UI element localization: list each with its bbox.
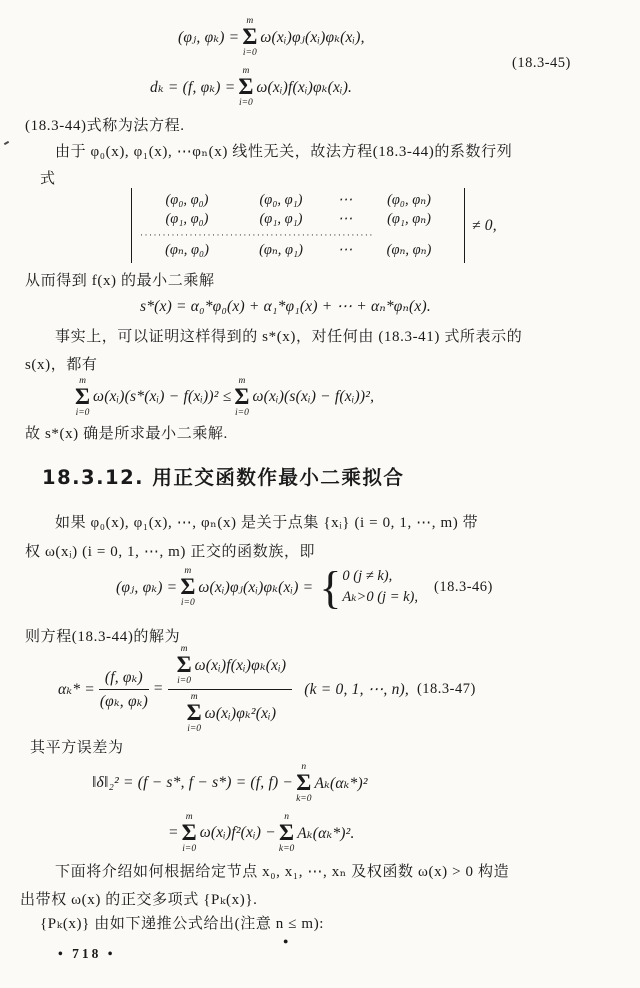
dotted-filler-line: ···················································· xyxy=(140,230,374,240)
formula-s-star-expansion: s*(x) = α₀*φ₀(x) + α₁*φ₁(x) + ⋯ + αₙ*φₙ(x). xyxy=(140,298,431,315)
det-cell: (φ₁, φₙ) xyxy=(387,211,431,227)
paragraph-linear-independence-line1: 由于 φ₀(x), φ₁(x), ⋯φₙ(x) 线性无关，故法方程(18.3-44)的系数行列 xyxy=(55,144,513,160)
case-j-neq-k: 0 (j ≠ k), xyxy=(342,568,393,585)
alpha-k-lhs: αₖ* = xyxy=(58,680,95,698)
sum-upper-limit: m xyxy=(185,812,193,822)
nonzero-condition: ≠ 0, xyxy=(472,216,497,234)
determinant-row xyxy=(140,242,456,259)
det-cell: (φₙ, φₙ) xyxy=(386,242,432,258)
math-rhs: ω(xᵢ)f(xᵢ)φₖ(xᵢ). xyxy=(256,78,353,96)
equals-sign: = xyxy=(168,824,179,842)
paragraph-least-squares-solution: 从而得到 f(x) 的最小二乘解 xyxy=(25,273,215,289)
sum-lower-limit: i=0 xyxy=(182,844,197,855)
math-left-side: ω(xᵢ)(s*(xᵢ) − f(xᵢ))² ≤ xyxy=(93,388,232,406)
summation-symbol xyxy=(279,812,294,855)
sum-lower-limit: i=0 xyxy=(75,408,90,419)
formula-error-line1 xyxy=(92,762,368,805)
paragraph-construction-line2: 出带权 ω(x) 的正交多项式 {Pₖ(x)}. xyxy=(20,892,258,908)
summation-symbol xyxy=(180,566,195,609)
math-lhs: (φⱼ, φₖ) = xyxy=(178,28,240,46)
formula-error-line2 xyxy=(168,812,355,855)
inner-product-fraction xyxy=(99,668,149,711)
error-norm-lhs: ‖δ‖₂² = (f − s*, f − s*) = (f, f) − xyxy=(92,774,294,792)
denominator-terms: ω(xᵢ)φₖ²(xᵢ) xyxy=(204,704,277,722)
sum-ratio-fraction xyxy=(168,644,293,734)
left-brace: { xyxy=(319,561,342,613)
sum-upper-limit: m xyxy=(190,691,198,702)
numerator-terms: ω(xᵢ)f(xᵢ)φₖ(xᵢ) xyxy=(194,656,287,674)
sigma-glyph: Σ xyxy=(296,770,312,796)
sigma-glyph: Σ xyxy=(176,652,192,678)
sum-upper-limit: m xyxy=(238,376,246,386)
sigma-glyph: Σ xyxy=(279,820,295,846)
fraction-numerator: (f, φₖ) xyxy=(99,668,149,690)
sum-lower-limit: i=0 xyxy=(235,408,249,419)
paragraph-conclusion: 故 s*(x) 确是所求最小二乘解. xyxy=(25,426,228,442)
gram-determinant xyxy=(131,188,465,263)
paragraph-if-orthogonal-line2: 权 ω(xᵢ) (i = 0, 1, ⋯, m) 正交的函数族，即 xyxy=(25,544,316,560)
scan-artifact-mark xyxy=(4,141,9,145)
paragraph-in-fact-line1: 事实上，可以证明这样得到的 s*(x)，对任何由 (18.3-41) 式所表示的 xyxy=(55,329,523,345)
paragraph-construction-line1: 下面将介绍如何根据给定节点 x₀, x₁, ⋯, xₙ 及权函数 ω(x) > 0 构造 xyxy=(55,864,510,880)
k-range: (k = 0, 1, ⋯, n), xyxy=(304,680,409,698)
sum-upper-limit: m xyxy=(246,16,254,26)
summation-symbol xyxy=(238,66,253,109)
det-ellipsis: ⋯ xyxy=(337,192,353,208)
sigma-glyph: Σ xyxy=(242,24,258,50)
case-conditions xyxy=(342,568,418,606)
determinant-row xyxy=(140,211,456,228)
paragraph-squared-error-intro: 其平方误差为 xyxy=(30,740,124,756)
fraction-numerator xyxy=(168,644,293,690)
math-rhs: ω(xᵢ)φⱼ(xᵢ)φₖ(xᵢ), xyxy=(260,28,365,46)
error-term: Aₖ(αₖ*)². xyxy=(297,824,355,842)
paragraph-linear-independence-line2: 式 xyxy=(40,171,56,187)
sum-lower-limit: i=0 xyxy=(187,724,202,734)
equation-number-47: (18.3-47) xyxy=(416,680,476,697)
det-cell: (φ₀, φₙ) xyxy=(387,192,431,208)
sigma-glyph: Σ xyxy=(238,74,254,100)
sum-upper-limit: m xyxy=(242,66,250,76)
equation-number-46: (18.3-46) xyxy=(434,578,493,595)
sum-upper-limit: n xyxy=(284,812,289,822)
fraction-denominator: (φₖ, φₖ) xyxy=(99,692,148,710)
paragraph-if-orthogonal-line1: 如果 φ₀(x), φ₁(x), ⋯, φₙ(x) 是关于点集 {xᵢ} (i = 0, 1, ⋯, m) 带 xyxy=(55,515,479,531)
sum-lower-limit: k=0 xyxy=(296,794,312,805)
formula-least-squares-inequality xyxy=(72,376,374,419)
formula-18-3-45-line2 xyxy=(150,66,352,109)
det-cell: (φₙ, φ₀) xyxy=(165,242,209,258)
math-mid: ω(xᵢ)φⱼ(xᵢ)φₖ(xᵢ) = xyxy=(198,578,314,596)
math-lhs: dₖ = (f, φₖ) = xyxy=(150,78,236,96)
sum-lower-limit: i=0 xyxy=(180,598,195,609)
sigma-glyph: Σ xyxy=(234,384,250,410)
paragraph-solution-intro: 则方程(18.3-44)的解为 xyxy=(25,629,181,645)
sum-lower-limit: i=0 xyxy=(242,48,257,59)
summation-symbol xyxy=(296,762,311,805)
determinant-expression xyxy=(131,188,497,263)
det-cell: (φ₁, φ₀) xyxy=(165,211,209,227)
det-ellipsis: ⋯ xyxy=(337,211,353,227)
case-j-eq-k: Aₖ>0 (j = k), xyxy=(342,589,418,606)
formula-18-3-46 xyxy=(116,561,493,613)
section-heading: 18.3.12. 用正交函数作最小二乘拟合 xyxy=(42,466,405,489)
math-right-side: ω(xᵢ)(s(xᵢ) − f(xᵢ))², xyxy=(252,388,375,406)
summation-symbol xyxy=(177,644,192,687)
det-ellipsis: ⋯ xyxy=(337,242,353,258)
error-term: Aₖ(αₖ*)² xyxy=(314,774,368,792)
paragraph-in-fact-line2: s(x)，都有 xyxy=(25,357,98,373)
det-cell: (φ₀, φ₁) xyxy=(259,192,303,208)
det-cell: (φ₀, φ₀) xyxy=(165,192,209,208)
sigma-glyph: Σ xyxy=(75,384,91,410)
determinant-dotted-row xyxy=(140,230,456,240)
math-lhs: (φⱼ, φₖ) = xyxy=(116,578,178,596)
sum-upper-limit: m xyxy=(184,566,192,576)
formula-18-3-45-line1 xyxy=(178,16,365,59)
weighted-f-squared-term: ω(xᵢ)f²(xᵢ) − xyxy=(199,824,276,842)
det-cell: (φ₁, φ₁) xyxy=(259,211,303,227)
sigma-glyph: Σ xyxy=(181,820,197,846)
sigma-glyph: Σ xyxy=(186,700,202,726)
sum-upper-limit: m xyxy=(79,376,86,386)
det-cell: (φₙ, φ₁) xyxy=(259,242,303,258)
paragraph-recurrence-intro: {Pₖ(x)} 由如下递推公式给出(注意 n ≤ m): xyxy=(40,916,325,932)
page-number: • 718 • xyxy=(58,946,116,961)
sigma-glyph: Σ xyxy=(180,574,196,600)
sum-lower-limit: i=0 xyxy=(177,676,191,687)
summation-symbol xyxy=(242,16,257,59)
determinant-row xyxy=(140,192,456,209)
fraction-denominator xyxy=(184,690,277,735)
summation-symbol xyxy=(234,376,249,419)
equals-sign: = xyxy=(152,680,164,698)
formula-18-3-47 xyxy=(58,644,476,734)
summation-symbol xyxy=(187,692,202,735)
equation-number-45: (18.3-45) xyxy=(512,55,571,71)
stray-ink-dot: ● xyxy=(283,936,289,946)
sum-lower-limit: i=0 xyxy=(238,98,253,109)
sum-upper-limit: n xyxy=(301,762,307,772)
sum-upper-limit: m xyxy=(180,644,188,654)
sum-lower-limit: k=0 xyxy=(278,844,295,855)
summation-symbol xyxy=(75,376,90,419)
summation-symbol xyxy=(182,812,197,855)
paragraph-normal-equation: (18.3-44)式称为法方程. xyxy=(25,118,185,134)
